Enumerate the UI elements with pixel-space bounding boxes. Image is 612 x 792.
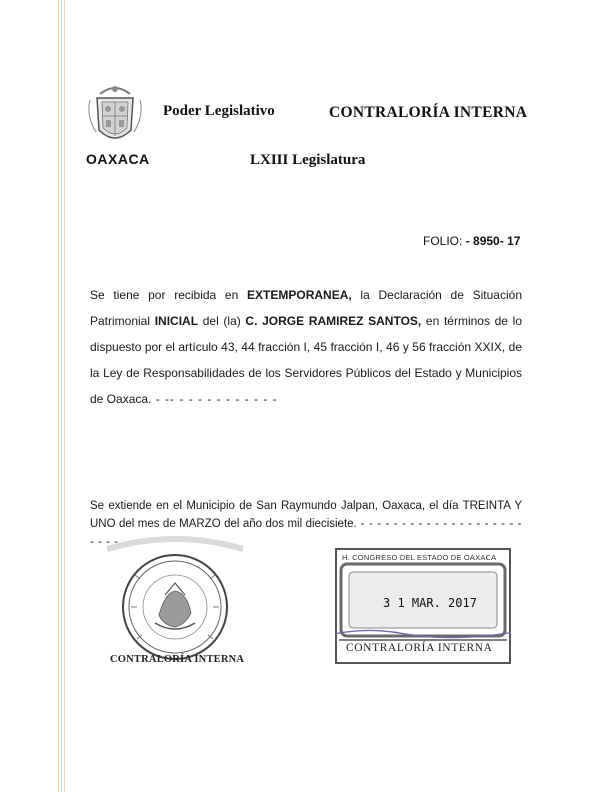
legislature-title: LXIII Legislatura	[250, 152, 366, 168]
folio-label: FOLIO:	[423, 234, 463, 248]
header-right-title: CONTRALORÍA INTERNA	[329, 104, 528, 121]
paragraph-text: del (la)	[198, 314, 246, 328]
stamp-footer-text: CONTRALORÍA INTERNA	[346, 642, 493, 654]
margin-line	[58, 0, 59, 792]
declarant-name: C. JORGE RAMIREZ SANTOS,	[245, 314, 422, 328]
paragraph-bold: INICIAL	[154, 314, 199, 328]
paragraph-text: la Declaración de Situación Patrimonial	[90, 288, 522, 328]
folio	[423, 234, 520, 248]
stamp-header-text: H. CONGRESO DEL ESTADO DE OAXACA	[342, 553, 497, 562]
folio-number: - 8950- 17	[465, 234, 521, 248]
paragraph-text: Se tiene por recibida en	[90, 288, 248, 302]
paragraph-text: en términos de lo dispuesto por el artículo 43, 44 fracción I, 45 fracción I, 46 y 56 fracción XXIX, de la Ley de Responsabilidades de los Servidores Públicos del Estado y Municipios de Oaxaca.	[90, 314, 522, 406]
declaration-paragraph	[90, 282, 522, 412]
paragraph-bold: EXTEMPORANEA,	[247, 288, 352, 302]
stamp-date: 3 1 MAR. 2017	[383, 596, 477, 610]
oaxaca-coat-of-arms-logo	[80, 80, 150, 150]
paragraph-dashes: - -- - - - - - - - - - - -	[151, 392, 278, 406]
seal-label: CONTRALORÍA INTERNA	[110, 654, 245, 665]
margin-line	[64, 0, 65, 792]
closing-dashes: - - - - - - - - - - - - - - - - - - - - - - - -	[90, 518, 522, 548]
closing-text: Se extiende en el Municipio de San Raymundo Jalpan, Oaxaca, el día TREINTA Y UNO del mes de MARZO del año dos mil diecisiete.	[90, 500, 522, 530]
header-left-title: Poder Legislativo	[163, 103, 275, 119]
state-name: OAXACA	[86, 151, 150, 167]
margin-line	[61, 0, 62, 792]
